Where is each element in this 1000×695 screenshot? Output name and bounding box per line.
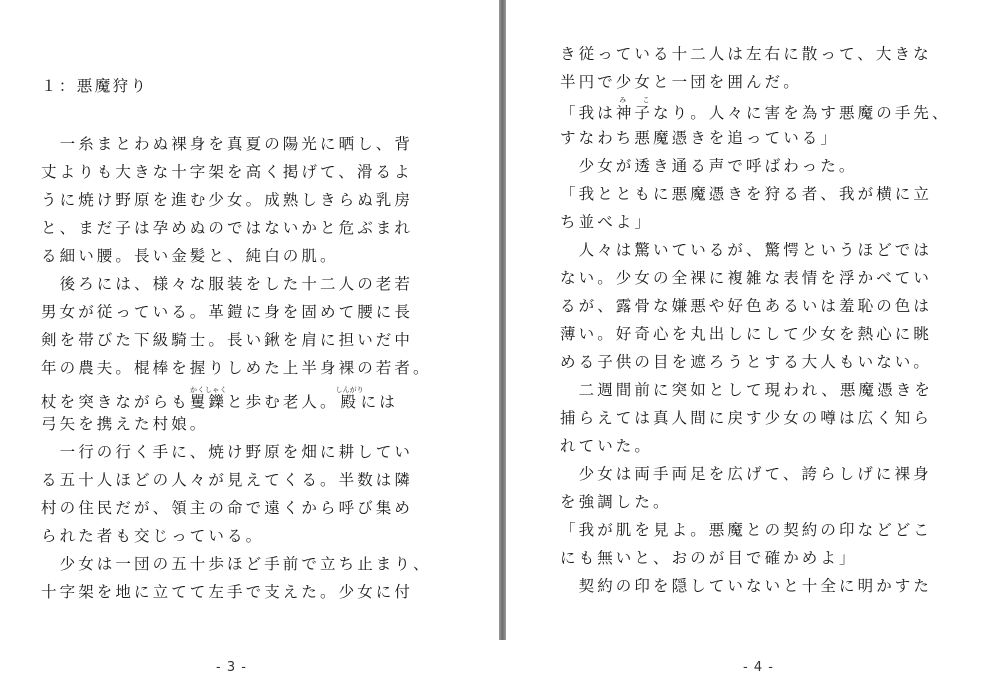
text-line: る五十人ほどの人々が見えてくる。半数は隣 [41, 471, 414, 489]
text-line: うに焼け野原を進む少女。成熟しきらぬ乳房 [41, 191, 414, 209]
page-number: - 4 - [743, 660, 774, 675]
text-line: 半円で少女と一団を囲んだ。 [560, 73, 802, 91]
text-line: る細い腰。長い金髪と、純白の肌。 [41, 247, 339, 265]
text-line: ち並べよ」 [560, 213, 654, 231]
text-line: にも無いと、おのが目で確かめよ」 [560, 549, 858, 567]
text-line: 「我とともに悪魔憑きを狩る者、我が横に立 [560, 185, 933, 203]
text-line: 十字架を地に立てて左手で支えた。少女に付 [41, 583, 414, 601]
text-line: 後ろには、様々な服装をした十二人の老若 [41, 275, 414, 293]
text-line-with-ruby [41, 386, 398, 414]
right-page [506, 0, 1000, 695]
text-line: 一糸まとわぬ裸身を真夏の陽光に晒し、背 [41, 135, 414, 153]
text-line: 村の住民だが、領主の命で遠くから呼び集め [41, 499, 414, 517]
text-line: を強調した。 [560, 493, 672, 511]
ruby-suffix: には [360, 393, 398, 411]
ruby-middle: と歩む老人。 [227, 393, 339, 411]
text-line: 捕らえては真人間に戻す少女の噂は広く知ら [560, 409, 933, 427]
text-line: と、まだ子は孕めぬのではないかと危ぶまれ [41, 219, 414, 237]
text-line: 年の農夫。棍棒を握りしめた上半身裸の若者。 [41, 359, 432, 377]
text-line: 弓矢を携えた村娘。 [41, 415, 209, 433]
text-line-with-ruby [560, 96, 951, 124]
ruby-word: 矍鑠かくしゃく [189, 386, 228, 411]
text-line: 少女が透き通る声で呼ばわった。 [560, 157, 858, 175]
text-line: 少女は両手両足を広げて、誇らしげに裸身 [560, 465, 932, 483]
ruby-prefix: 杖を突きながらも [41, 393, 190, 411]
text-line: れていた。 [560, 437, 654, 455]
text-line: ない。少女の全裸に複雑な表情を浮かべてい [560, 269, 933, 287]
text-line: すなわち悪魔憑きを追っている」 [560, 129, 840, 147]
text-line: 人々は驚いているが、驚愕というほどでは [560, 241, 933, 259]
text-line: 男女が従っている。革鎧に身を固めて腰に長 [41, 303, 414, 321]
text-line: 一行の行く手に、焼け野原を畑に耕してい [41, 443, 414, 461]
text-line: 剣を帯びた下級騎士。長い鍬を肩に担いだ中 [41, 331, 414, 349]
page-number: - 3 - [216, 660, 247, 675]
text-line: 二週間前に突如として現われ、悪魔憑きを [560, 381, 933, 399]
ruby-word: 神子み こ [615, 96, 654, 122]
text-line: 「我が肌を見よ。悪魔との契約の印などどこ [560, 521, 933, 539]
text-line: るが、露骨な嫌悪や好色あるいは羞恥の色は [560, 297, 933, 315]
ruby-word: 殿しんがり [335, 386, 364, 411]
text-line: 薄い。好奇心を丸出しにして少女を熱心に眺 [560, 325, 933, 343]
text-line: 丈よりも大きな十字架を高く掲げて、滑るよ [41, 163, 413, 181]
ruby-suffix: なり。人々に害を為す悪魔の手先、 [653, 104, 951, 122]
text-line: き従っている十二人は左右に散って、大きな [560, 45, 932, 63]
book-gutter [499, 0, 506, 640]
chapter-heading: １：悪魔狩り [41, 77, 149, 95]
text-line: める子供の目を遮ろうとする大人もいない。 [560, 353, 933, 371]
text-line: られた者も交じっている。 [41, 527, 265, 545]
ruby-prefix: 「我は [560, 104, 616, 122]
text-line: 契約の印を隠していないと十全に明かすた [560, 577, 933, 595]
text-line: 少女は一団の五十歩ほど手前で立ち止まり、 [41, 555, 432, 573]
